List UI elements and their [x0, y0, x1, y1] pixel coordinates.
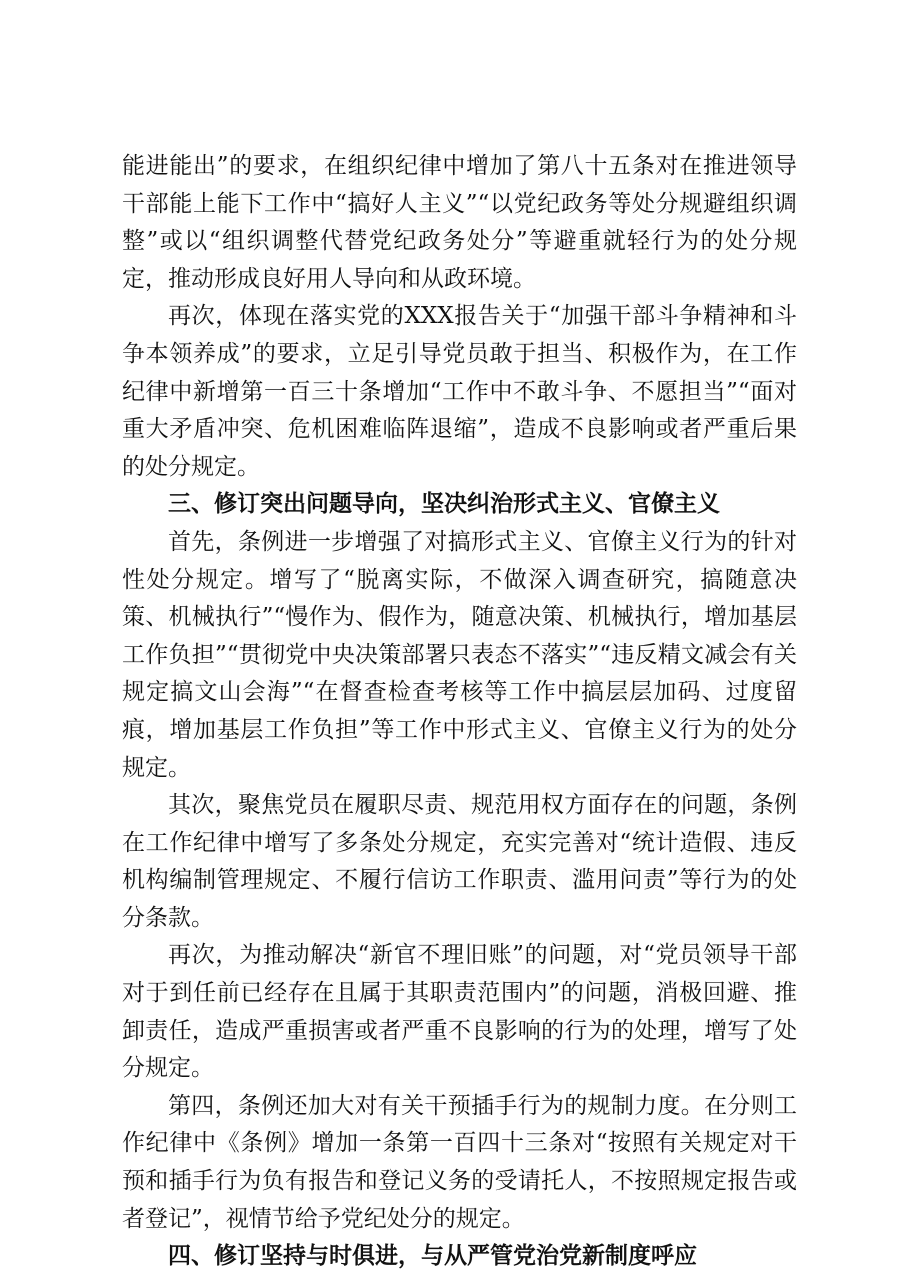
- paragraph-interference: 第四，条例还加大对有关干预插手行为的规制力度。在分则工作纪律中《条例》增加一条第一百四十三条对“按照有关规定对干预和插手行为负有报告和登记义务的受请托人，不按照规定报告或者登记”，视情节给予党纪处分的规定。: [122, 1092, 797, 1232]
- paragraph-struggle-spirit: 再次，体现在落实党的XXX报告关于“加强干部斗争精神和斗争本领养成”的要求，立足引导党员敢于担当、积极作为，在工作纪律中新增第一百三十条增加“工作中不敢斗争、不愿担当”“面对重大矛盾冲突、危机困难临阵退缩”，造成不良影响或者严重后果的处分规定。: [122, 303, 797, 480]
- section-heading-4: 四、修订坚持与时俱进，与从严管党治党新制度呼应: [168, 1243, 697, 1270]
- paragraph-continuation: 能进能出”的要求，在组织纪律中增加了第八十五条对在推进领导干部能上能下工作中“搞好人主义”“以党纪政务等处分规避组织调整”或以“组织调整代替党纪政务处分”等避重就轻行为的处分规定，推动形成良好用人导向和从政环境。: [122, 153, 797, 292]
- document-body: [122, 148, 797, 1276]
- section-heading-3: 三、修订突出问题导向，坚决纠治形式主义、官僚主义: [168, 491, 720, 518]
- paragraph-formalism: 首先，条例进一步增强了对搞形式主义、官僚主义行为的针对性处分规定。增写了“脱离实际，不做深入调查研究，搞随意决策、机械执行”“慢作为、假作为，随意决策、机械执行，增加基层工作负担”“贯彻党中央决策部署只表态不落实”“违反精文减会有关规定搞文山会海”“在督查检查考核等工作中搞层层加码、过度留痕，增加基层工作负担”等工作中形式主义、官僚主义行为的处分规定。: [122, 528, 797, 781]
- paragraph-duty-performance: 其次，聚焦党员在履职尽责、规范用权方面存在的问题，条例在工作纪律中增写了多条处分规定，充实完善对“统计造假、违反机构编制管理规定、不履行信访工作职责、滥用问责”等行为的处分条款。: [122, 792, 797, 931]
- paragraph-old-accounts: 再次，为推动解决“新官不理旧账”的问题，对“党员领导干部对于到任前已经存在且属于其职责范围内”的问题，消极回避、推卸责任，造成严重损害或者严重不良影响的行为的处理，增写了处分规定。: [122, 942, 797, 1082]
